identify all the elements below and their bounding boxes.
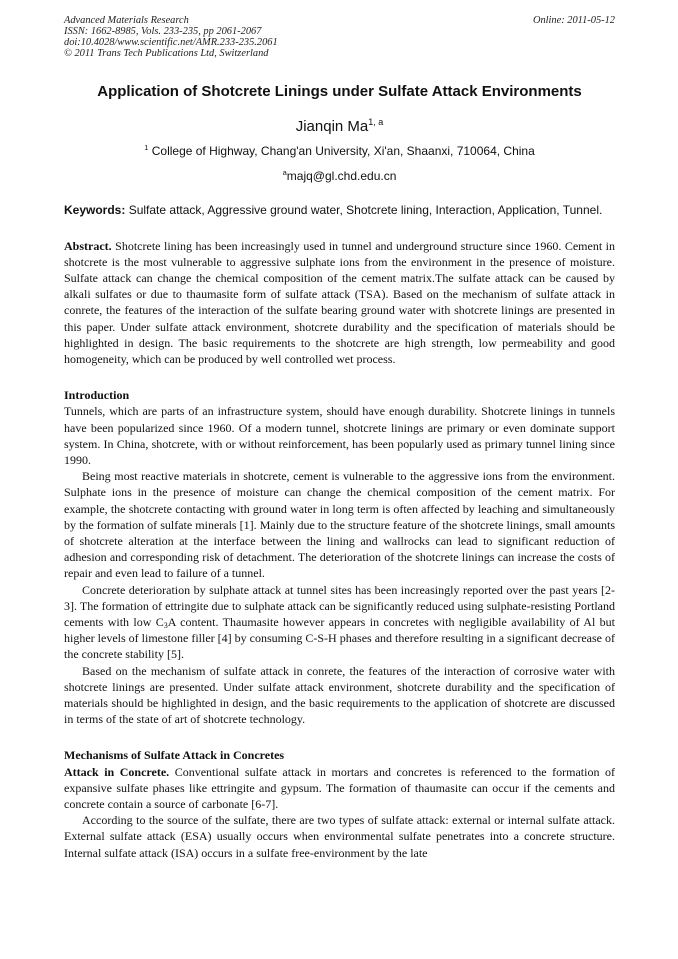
affiliation-superscript: 1: [144, 143, 149, 152]
doi-line: doi:10.4028/www.scientific.net/AMR.233-235.2061: [64, 37, 278, 48]
email-address: majq@gl.chd.edu.cn: [286, 169, 397, 183]
paper-title: Application of Shotcrete Linings under Sulfate Attack Environments: [97, 83, 582, 100]
affiliation-text: College of Highway, Chang'an University, Xi'an, Shaanxi, 710064, China: [151, 144, 535, 158]
mechanisms-paragraph-1-text: Conventional sulfate attack in mortars and concretes is referenced to the formation of expansive sulfate phases like ettringite and gypsum. The formation of thaumasite can occur if the cements and concrete contain a source of carbonate [6-7].: [64, 764, 616, 811]
issn-line: ISSN: 1662-8985, Vols. 233-235, pp 2061-2067: [64, 26, 262, 37]
intro-paragraph-3: [64, 582, 615, 663]
mechanisms-paragraph-1: [64, 764, 615, 813]
paper-page: [64, 15, 615, 861]
intro-paragraph-2: Being most reactive materials in shotcrete, cement is vulnerable to the aggressive ions from the environment. Sulphate ions in the presence of moisture can change the chemical composition of the cement matrix. For example, the shotcrete contacting with ground water in long term is often affected by leaching and simultaneously by the formation of sulfate minerals [1]. Mainly due to the structure feature of the shotcrete linings, small amounts of shotcrete alteration at the interface between the lining and wallrocks can lead to significant reduction of adhesion and corresponding risk of detachment. The deterioration of the shotcrete linings can increase the costs of repair and even lead to failure of a tunnel.: [64, 469, 615, 581]
abstract-text: Shotcrete lining has been increasingly used in tunnel and underground structure since 1960. Cement in shotcrete is the most vulnerable to aggressive sulphate ions from the environment in the presence of moisture. Sulfate attack can change the chemical composition of the cement matrix.The sulfate attack can be caused by alkali sulfates or due to thaumasite form of sulfate attack (TSA). Based on the mechanism of sulfate attack in conrete, the features of the interaction of the sulfate bearing ground water with shotcrete linings are presented in this paper. Under sulfate attack environment, shotcrete durability and the specification of materials should be highlighted in design. The basic requirements to the shotcrete are high strength, low permeability and good homogeneity, which can be produced by well controlled wet process.: [64, 238, 615, 366]
section-heading-mechanisms: Mechanisms of Sulfate Attack in Concretes: [64, 748, 285, 763]
affiliation: [64, 141, 615, 158]
run-in-heading: Attack in Concrete.: [64, 764, 170, 779]
keywords-label: Keywords:: [64, 203, 126, 217]
intro-paragraph-3-part-1: Concrete deterioration by sulphate attack at tunnel sites has been increasingly reported over the past years [2-3]. The formation of ettringite due to sulphate attack can be significantly reduced using sulphate-resisting Portland cements with low C: [64, 582, 615, 629]
journal-header: [64, 15, 615, 67]
section-heading-introduction: Introduction: [64, 388, 130, 403]
keywords-text: Sulfate attack, Aggressive ground water, Shotcrete lining, Interaction, Application, Tunnel.: [128, 203, 603, 217]
keywords: [64, 203, 615, 219]
c3a-subscript: 3: [163, 620, 168, 630]
intro-paragraph-4: Based on the mechanism of sulfate attack in conrete, the features of the interaction of corrosive water with shotcrete linings are presented. Under sulfate attack environment, shotcrete durability and the specification of materials should be highlighted in design, and the basic requirements to the application of shotcrete are discussed in terms of the state of art of shotcrete technology.: [64, 663, 615, 727]
author-superscript: 1, a: [368, 117, 384, 127]
author-name: Jianqin Ma: [295, 118, 369, 135]
email-line: [64, 166, 615, 183]
journal-name: Advanced Materials Research: [64, 15, 189, 26]
abstract-label: Abstract.: [64, 238, 112, 253]
mechanisms-paragraph-2: According to the source of the sulfate, there are two types of sulfate attack: external or internal sulfate attack. External sulfate attack (ESA) usually occurs when environmental sulfate penetrates into a concrete structure. Internal sulfate attack (ISA) occurs in a sulfate free-environment by the late: [64, 813, 615, 860]
author-line: [64, 113, 615, 136]
intro-paragraph-1: Tunnels, which are parts of an infrastructure system, should have enough durability. Shotcrete linings in tunnels have been popularized since 1960. Of a modern tunnel, shotcrete linings are primary or even dominate support system. In China, shotcrete, with or without reinforcement, has been popularly used as primary tunnel lining since 1990.: [64, 404, 615, 467]
abstract: [64, 238, 615, 368]
intro-paragraph-3-part-2: A content. Thaumasite however appears in concretes with negligible availability of Al but higher levels of limestone filler [4] by consuming C-S-H phases and therefore resulting in a significant decrease of the concrete stability [5].: [64, 614, 615, 662]
online-date: Online: 2011-05-12: [532, 15, 615, 26]
copyright-line: © 2011 Trans Tech Publications Ltd, Switzerland: [64, 48, 269, 59]
email-superscript: a: [282, 168, 287, 177]
